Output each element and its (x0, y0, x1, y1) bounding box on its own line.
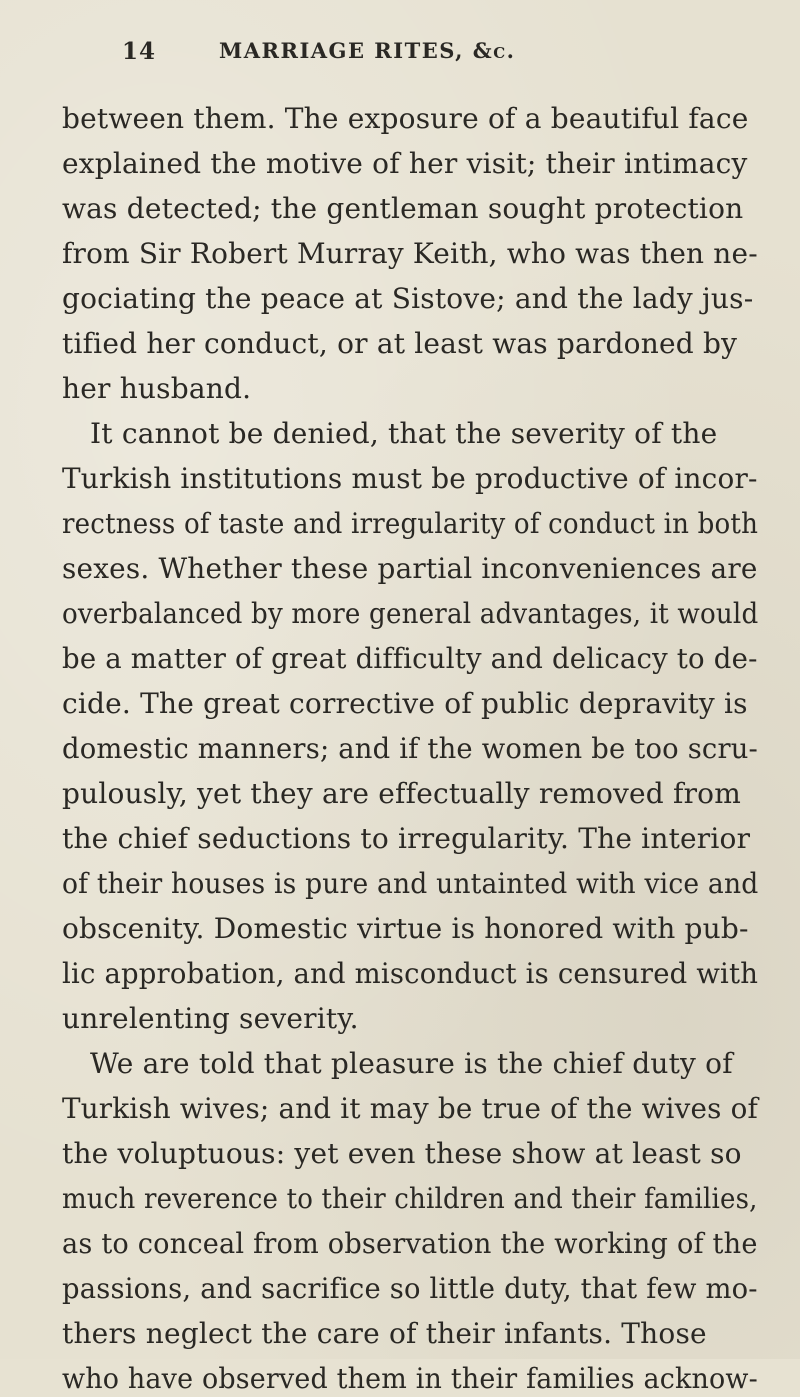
text-line: much reverence to their children and their families, (62, 1182, 758, 1215)
text-line: pulously, yet they are effectually removed from (62, 777, 741, 810)
text-line: explained the motive of her visit; their intimacy (62, 147, 748, 180)
text-line: gociating the peace at Sistove; and the lady jus- (62, 282, 754, 315)
page-number: 14 (122, 38, 157, 65)
text-line: We are told that pleasure is the chief duty of (90, 1047, 733, 1080)
text-line: Turkish institutions must be productive of incor- (62, 462, 758, 495)
text-line: overbalanced by more general advantages, it would (62, 597, 759, 630)
text-line: as to conceal from observation the working of the (62, 1227, 758, 1260)
text-line: her husband. (62, 372, 252, 405)
text-line: thers neglect the care of their infants. Those (62, 1317, 707, 1350)
text-line: rectness of taste and irregularity of conduct in both (62, 507, 759, 540)
text-line: domestic manners; and if the women be too scru- (62, 732, 759, 765)
text-line: Turkish wives; and it may be true of the wives of (62, 1092, 759, 1125)
text-line: who have observed them in their families acknow- (62, 1362, 758, 1395)
text-line: sexes. Whether these partial inconveniences are (62, 552, 758, 585)
text-line: passions, and sacrifice so little duty, that few mo- (62, 1272, 758, 1305)
running-head (122, 38, 762, 74)
text-line: the voluptuous: yet even these show at least so (62, 1137, 742, 1170)
text-line: unrelenting severity. (62, 1002, 359, 1035)
text-line: between them. The exposure of a beautiful face (62, 102, 749, 135)
text-line: was detected; the gentleman sought protection (62, 192, 744, 225)
text-line: be a matter of great difficulty and delicacy to de- (62, 642, 758, 675)
text-line: of their houses is pure and untainted with vice and (62, 867, 759, 900)
text-line: It cannot be denied, that the severity of the (90, 417, 718, 450)
text-line: tified her conduct, or at least was pardoned by (62, 327, 738, 360)
text-line: the chief seductions to irregularity. The interior (62, 822, 751, 855)
text-line: lic approbation, and misconduct is censured with (62, 957, 759, 990)
text-line: cide. The great corrective of public depravity is (62, 687, 748, 720)
text-line: from Sir Robert Murray Keith, who was then ne- (62, 237, 758, 270)
text-line: obscenity. Domestic virtue is honored with pub- (62, 912, 749, 945)
running-title: MARRIAGE RITES, &c. (219, 38, 516, 63)
